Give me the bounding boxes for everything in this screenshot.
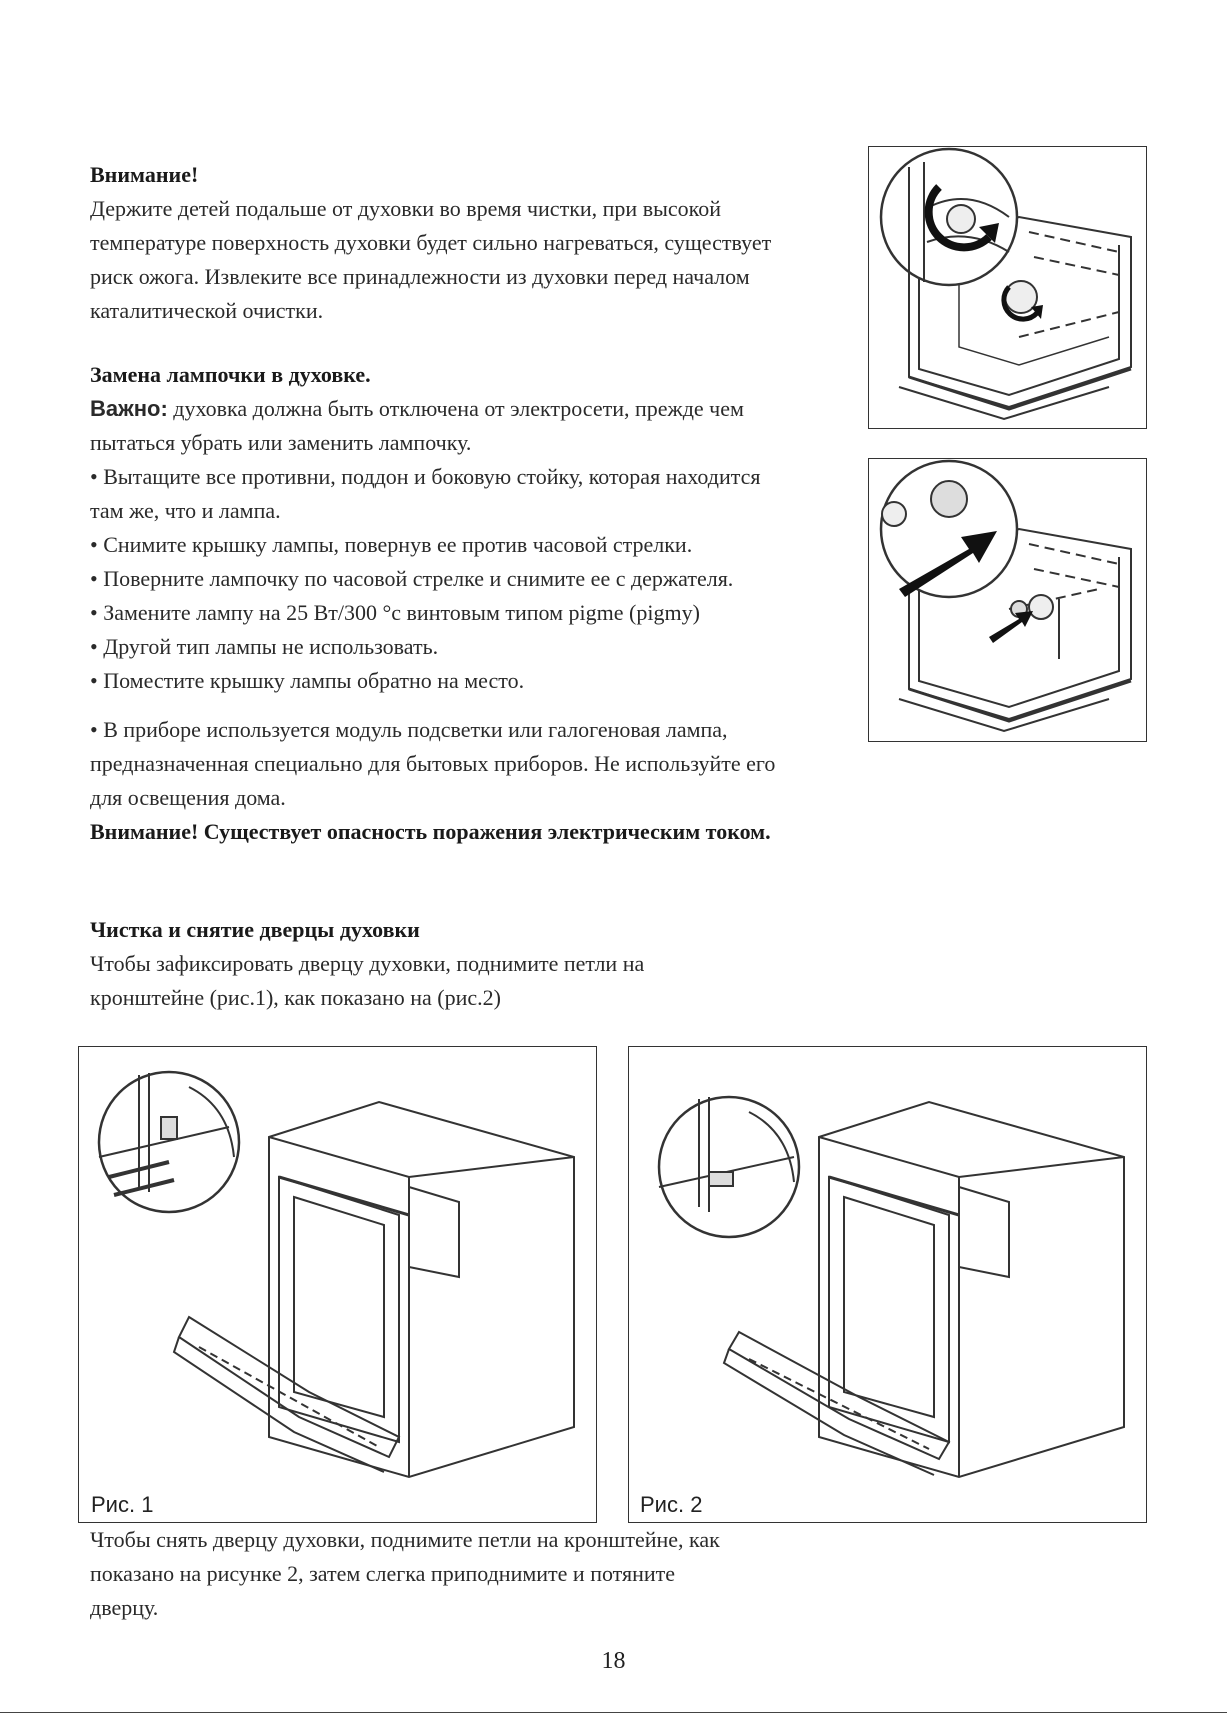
shock-warning: Внимание! Существует опасность поражения электрическим током. [90,819,771,844]
bullet-line-7: • Поместите крышку лампы обратно на место. [90,668,525,693]
lamp-cover-illustration [869,147,1145,427]
removal-line-2: показано на рисунке 2, затем слегка приподнимите и потяните [90,1561,676,1586]
important-note [90,392,761,426]
door-section-title: Чистка и снятие дверцы духовки [90,917,420,942]
door-line-1: Чтобы зафиксировать дверцу духовки, поднимите петли на [90,951,645,976]
bullet-line-4: • Поверните лампочку по часовой стрелке и снимите ее с держателя. [90,566,734,591]
bullet-line-5: • Замените лампу на 25 Вт/300 °с винтовым типом pigme (pigmy) [90,600,700,625]
warning-title: Внимание! [90,162,199,187]
hinge-zoom-circle [99,1072,239,1212]
door-section [90,913,644,1015]
lamp-bulb-figure [868,458,1147,742]
warning-line-4: каталитической очистки. [90,298,324,323]
warning-line-2: температуре поверхность духовки будет сильно нагреваться, существует [90,230,772,255]
bullet-line-3: • Снимите крышку лампы, повернув ее против часовой стрелки. [90,532,693,557]
module-line-1: • В приборе используется модуль подсветки или галогеновая лампа, [90,717,728,742]
figure-1-caption: Рис. 1 [91,1492,154,1517]
important-line-2: пытаться убрать или заменить лампочку. [90,430,472,455]
door-removal-text [90,1523,720,1625]
lamp-section-title: Замена лампочки в духовке. [90,362,371,387]
lamp-section [90,358,761,698]
module-line-2: предназначенная специально для бытовых приборов. Не используйте его [90,751,776,776]
hinge-zoom-circle [659,1097,799,1237]
bullet-line-2: там же, что и лампа. [90,498,281,523]
warning-line-3: риск ожога. Извлеките все принадлежности из духовки перед началом [90,264,750,289]
bullet-line-1: • Вытащите все противни, поддон и боковую стойку, которая находится [90,464,761,489]
removal-line-1: Чтобы снять дверцу духовки, поднимите петли на кронштейне, как [90,1527,720,1552]
lamp-cover-figure [868,146,1147,429]
module-note [90,713,775,849]
important-label: Важно: [90,396,168,421]
removal-line-3: дверцу. [90,1595,159,1620]
oven-door-fig2-illustration [629,1047,1145,1521]
figure-1 [78,1046,597,1523]
warning-section [90,158,771,328]
important-line-1: духовка должна быть отключена от электросети, прежде чем [167,396,744,421]
warning-line-1: Держите детей подальше от духовки во время чистки, при высокой [90,196,721,221]
lamp-bulb-illustration [869,459,1145,740]
oven-door-fig1-illustration [79,1047,595,1521]
figure-2-caption: Рис. 2 [640,1492,703,1517]
page-number: 18 [601,1648,626,1674]
bullet-line-6: • Другой тип лампы не использовать. [90,634,439,659]
footer-divider [0,1712,1227,1713]
figure-2 [628,1046,1147,1523]
module-line-3: для освещения дома. [90,785,286,810]
door-line-2: кронштейне (рис.1), как показано на (рис.2) [90,985,501,1010]
